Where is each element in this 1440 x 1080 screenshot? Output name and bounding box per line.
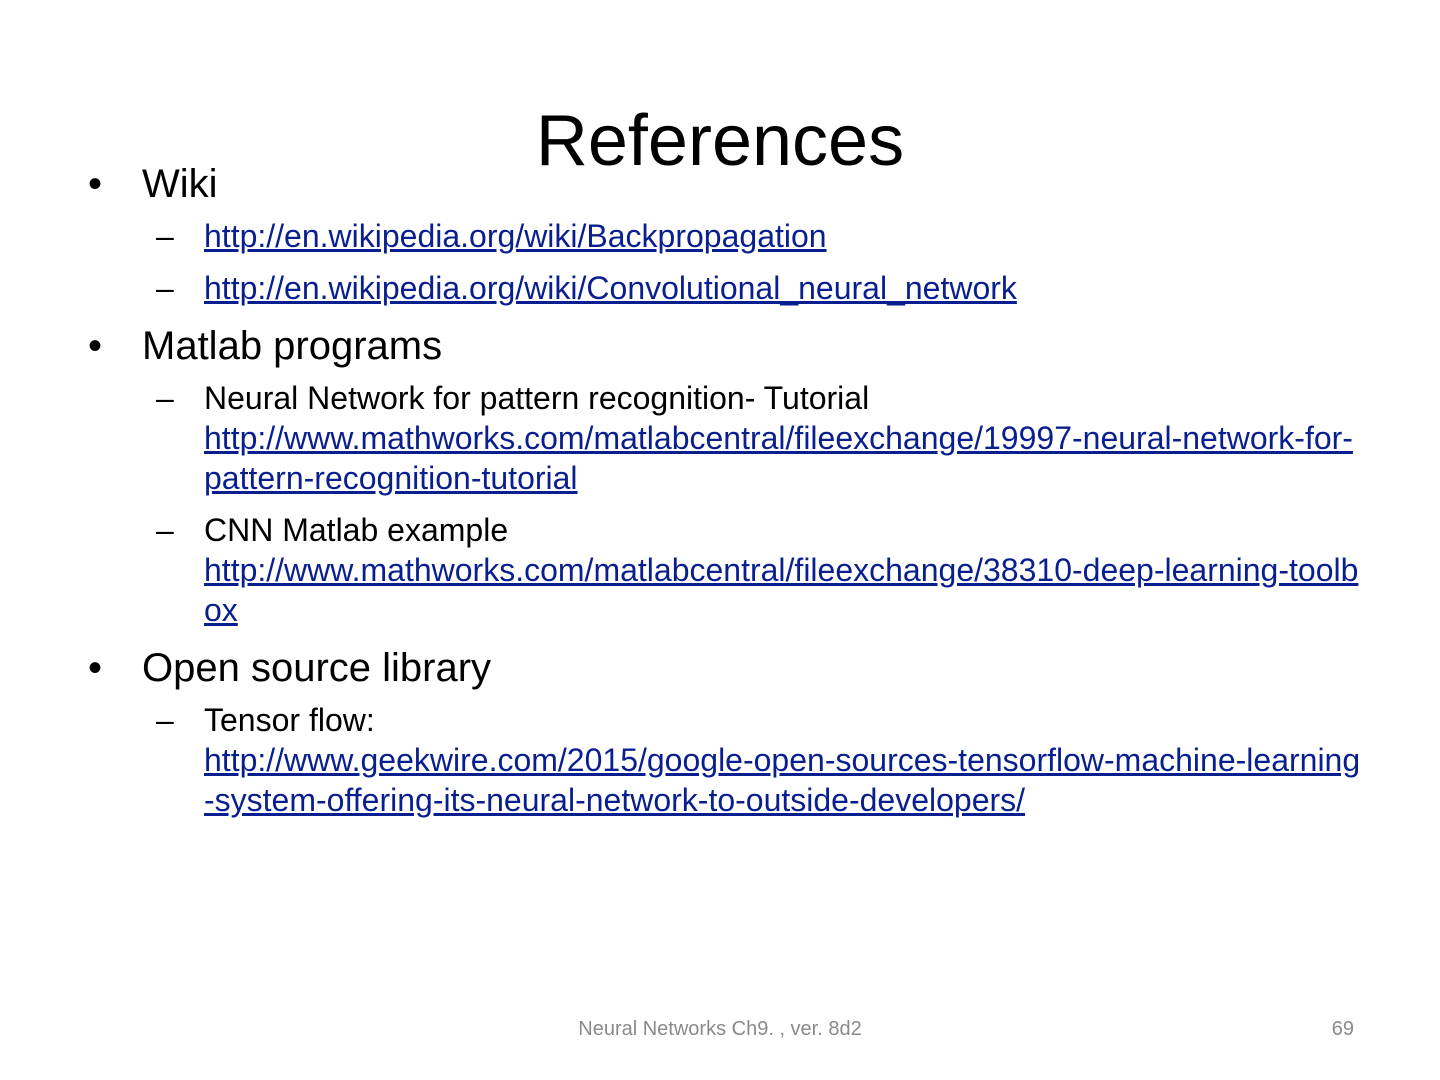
- dash-marker: –: [156, 512, 174, 548]
- bullet-label: Matlab programs: [142, 324, 443, 368]
- sub-item: [88, 510, 1368, 630]
- bullet-dot: •: [88, 162, 103, 206]
- dash-marker: –: [156, 380, 174, 416]
- sub-item-text: Tensor flow:: [204, 702, 375, 738]
- link-backpropagation[interactable]: http://en.wikipedia.org/wiki/Backpropagation: [204, 218, 827, 254]
- dash-marker: –: [156, 270, 174, 306]
- slide-footer: Neural Networks Ch9. , ver. 8d2: [578, 1018, 862, 1040]
- slide-title: References: [535, 101, 905, 181]
- sub-item: [88, 700, 1368, 820]
- link-tensorflow-article[interactable]: http://www.geekwire.com/2015/google-open-sources-tensorflow-machine-learning-system-offering-its-neural-network-to-outside-developers/: [204, 742, 1361, 818]
- bullet-wiki: [88, 158, 1368, 210]
- link-deep-learning-toolbox[interactable]: http://www.mathworks.com/matlabcentral/fileexchange/38310-deep-learning-toolbox: [204, 552, 1359, 628]
- sub-item: [88, 268, 1368, 308]
- bullet-label: Open source library: [142, 646, 492, 690]
- link-convolutional-neural-network[interactable]: http://en.wikipedia.org/wiki/Convolutional_neural_network: [204, 270, 1017, 306]
- sub-item-text: CNN Matlab example: [204, 512, 509, 548]
- sub-item: [88, 216, 1368, 256]
- references-list: [88, 158, 1368, 832]
- dash-marker: –: [156, 702, 174, 738]
- bullet-dot: •: [88, 646, 103, 690]
- sub-item-text: Neural Network for pattern recognition- Tutorial: [204, 380, 870, 416]
- page-number: 69: [1331, 1018, 1354, 1040]
- link-pattern-recognition-tutorial[interactable]: http://www.mathworks.com/matlabcentral/fileexchange/19997-neural-network-for-pattern-recognition-tutorial: [204, 420, 1353, 496]
- sub-item: [88, 378, 1368, 498]
- bullet-open-source-library: [88, 642, 1368, 694]
- dash-marker: –: [156, 218, 174, 254]
- bullet-dot: •: [88, 324, 103, 368]
- bullet-matlab-programs: [88, 320, 1368, 372]
- bullet-label: Wiki: [142, 162, 218, 206]
